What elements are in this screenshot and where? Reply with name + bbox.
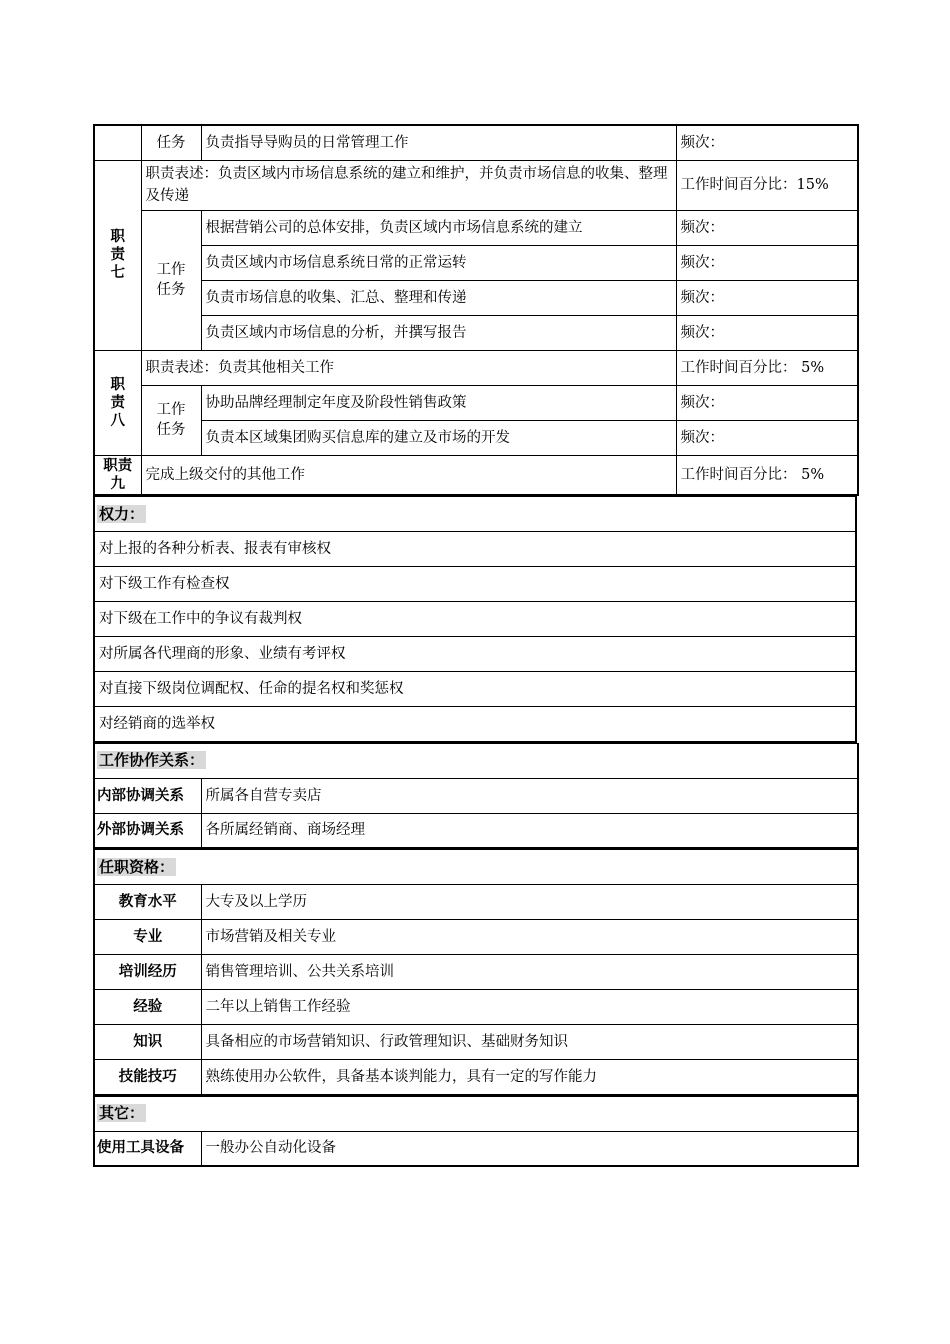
- other-table: [93, 1096, 859, 1168]
- duty8-statement-row: [94, 350, 858, 385]
- duty7-label: 职 责 七: [94, 160, 141, 350]
- duty7-task-frequency: 频次：: [676, 210, 858, 245]
- qualification-value: 大专及以上学历: [201, 885, 858, 920]
- duty9-label: 职责 九: [94, 455, 141, 495]
- qualifications-heading-row: [94, 850, 858, 885]
- qualification-value: 熟练使用办公软件，具备基本谈判能力，具有一定的写作能力: [201, 1060, 858, 1095]
- duty7-task-text: 负责区域内市场信息系统日常的正常运转: [201, 245, 676, 280]
- frequency-cell: 频次：: [676, 125, 858, 160]
- duty7-task-frequency: 频次：: [676, 245, 858, 280]
- power-item: [94, 567, 856, 602]
- duty7-percentage: 工作时间百分比：15%: [676, 160, 858, 210]
- relation-value: 各所属经销商、商场经理: [201, 813, 858, 848]
- duty8-task-text: 负责本区域集团购买信息库的建立及市场的开发: [201, 420, 676, 455]
- duty8-task-row: [94, 420, 858, 455]
- qualification-row: [94, 1025, 858, 1060]
- qualification-row: [94, 920, 858, 955]
- power-item: [94, 532, 856, 567]
- power-item-text: 对经销商的选举权: [94, 707, 856, 742]
- qualification-row: [94, 955, 858, 990]
- qualification-label: 技能技巧: [94, 1060, 201, 1095]
- duty9-row: [94, 455, 858, 495]
- duty7-task-frequency: 频次：: [676, 315, 858, 350]
- qualifications-title: 任职资格：: [99, 857, 175, 876]
- relation-row: [94, 813, 858, 848]
- power-item-text: 对上报的各种分析表、报表有审核权: [94, 532, 856, 567]
- qualification-label: 经验: [94, 990, 201, 1025]
- power-item-text: 对所属各代理商的形象、业绩有考评权: [94, 637, 856, 672]
- qualification-row: [94, 990, 858, 1025]
- qualification-value: 市场营销及相关专业: [201, 920, 858, 955]
- qualification-label: 培训经历: [94, 955, 201, 990]
- duty7-statement: 职责表述：负责区域内市场信息系统的建立和维护，并负责市场信息的收集、整理及传递: [141, 160, 676, 210]
- qualification-label: 专业: [94, 920, 201, 955]
- relations-title: 工作协作关系：: [99, 751, 205, 769]
- power-item: [94, 672, 856, 707]
- power-title: 权力：: [99, 504, 145, 523]
- relation-label: 内部协调关系: [94, 778, 201, 813]
- duty8-task-text: 协助品牌经理制定年度及阶段性销售政策: [201, 385, 676, 420]
- duty7-tasks-label: 工作 任务: [141, 210, 201, 350]
- other-title: 其它：: [99, 1104, 145, 1122]
- duty9-percentage: 工作时间百分比： 5%: [676, 455, 858, 495]
- task-label: 任务: [141, 125, 201, 160]
- relations-heading-row: [94, 743, 858, 778]
- power-item: [94, 637, 856, 672]
- duty8-label: 职 责 八: [94, 350, 141, 455]
- duty7-task-text: 根据营销公司的总体安排，负责区域内市场信息系统的建立: [201, 210, 676, 245]
- relation-label: 外部协调关系: [94, 813, 201, 848]
- other-value: 一般办公自动化设备: [201, 1131, 858, 1166]
- other-heading-row: [94, 1096, 858, 1131]
- power-table: [93, 496, 857, 743]
- duty9-statement: 完成上级交付的其他工作: [141, 455, 676, 495]
- duty7-task-row: [94, 210, 858, 245]
- task-text: 负责指导导购员的日常管理工作: [201, 125, 676, 160]
- qualification-value: 具备相应的市场营销知识、行政管理知识、基础财务知识: [201, 1025, 858, 1060]
- duty7-statement-row: [94, 160, 858, 210]
- duty7-task-text: 负责区域内市场信息的分析，并撰写报告: [201, 315, 676, 350]
- qualification-label: 知识: [94, 1025, 201, 1060]
- other-row: [94, 1131, 858, 1166]
- power-item-text: 对直接下级岗位调配权、任命的提名权和奖惩权: [94, 672, 856, 707]
- duty8-task-frequency: 频次：: [676, 420, 858, 455]
- duty7-task-row: [94, 315, 858, 350]
- power-item: [94, 602, 856, 637]
- power-item-text: 对下级工作有检查权: [94, 567, 856, 602]
- blank-cell: [94, 125, 141, 160]
- duty8-tasks-label: 工作 任务: [141, 385, 201, 455]
- qualification-row: [94, 885, 858, 920]
- duty8-statement: 职责表述：负责其他相关工作: [141, 350, 676, 385]
- duty8-task-frequency: 频次：: [676, 385, 858, 420]
- duty8-percentage: 工作时间百分比： 5%: [676, 350, 858, 385]
- qualification-value: 销售管理培训、公共关系培训: [201, 955, 858, 990]
- task-row-top: [94, 125, 858, 160]
- qualification-value: 二年以上销售工作经验: [201, 990, 858, 1025]
- duty7-task-row: [94, 280, 858, 315]
- power-item-text: 对下级在工作中的争议有裁判权: [94, 602, 856, 637]
- relation-row: [94, 778, 858, 813]
- qualification-row: [94, 1060, 858, 1095]
- relations-table: [93, 743, 859, 850]
- job-description-document: [93, 124, 857, 1167]
- qualification-label: 教育水平: [94, 885, 201, 920]
- power-heading-row: [94, 497, 856, 532]
- duty7-task-text: 负责市场信息的收集、汇总、整理和传递: [201, 280, 676, 315]
- other-label: 使用工具设备: [94, 1131, 201, 1166]
- qualifications-table: [93, 849, 859, 1096]
- duty7-task-row: [94, 245, 858, 280]
- relation-value: 所属各自营专卖店: [201, 778, 858, 813]
- duty7-task-frequency: 频次：: [676, 280, 858, 315]
- power-item: [94, 707, 856, 742]
- duty8-task-row: [94, 385, 858, 420]
- duties-table: [93, 124, 859, 496]
